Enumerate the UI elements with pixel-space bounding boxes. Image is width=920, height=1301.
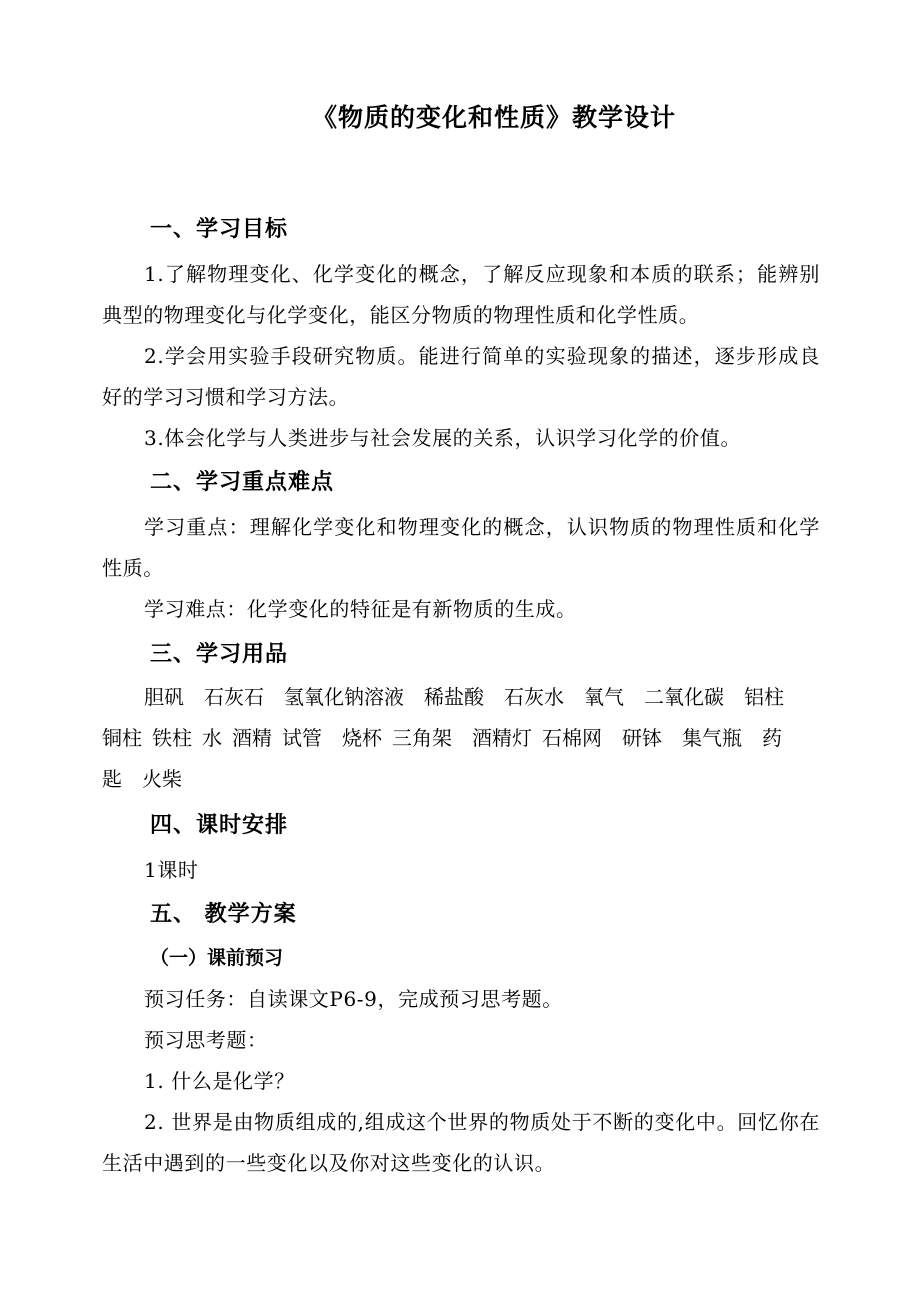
goal-item-1: 1.了解物理变化、化学变化的概念，了解反应现象和本质的联系；能辨别典型的物理变化与化学变化，能区分物质的物理性质和化学性质。 — [102, 262, 820, 327]
preview-task: 预习任务：自读课文P6-9，完成预习思考题。 — [144, 987, 563, 1011]
material-item: 药 — [762, 726, 782, 750]
section-heading-teaching-plan: 五、 教学方案 — [150, 902, 297, 927]
material-item: 胆矾 — [144, 685, 184, 709]
preview-question-2: 2. 世界是由物质组成的,组成这个世界的物质处于不断的变化中。回忆你在生活中遇到的一些变化以及你对这些变化的认识。 — [102, 1110, 820, 1175]
material-item: 铝柱 — [744, 685, 784, 709]
material-item: 石灰水 — [504, 685, 564, 709]
material-item: 铁柱 — [152, 726, 192, 750]
document-title: 《物质的变化和性质》教学设计 — [311, 103, 676, 132]
section-heading-goals: 一、学习目标 — [150, 217, 289, 242]
material-item: 烧杯 — [342, 726, 382, 750]
material-item: 氧气 — [584, 685, 624, 709]
material-item: 试管 — [282, 726, 322, 750]
goal-item-3: 3.体会化学与人类进步与社会发展的关系，认识学习化学的价值。 — [144, 426, 742, 450]
subheading-preview: （一）课前预习 — [150, 947, 284, 969]
material-item: 二氧化碳 — [644, 685, 724, 709]
material-item: 氢氧化钠溶液 — [284, 685, 404, 709]
material-item: 酒精 — [232, 726, 272, 750]
section-heading-materials: 三、学习用品 — [150, 642, 289, 667]
material-item: 水 — [202, 726, 222, 750]
material-item: 酒精灯 — [472, 726, 532, 750]
difficulty-paragraph: 学习难点：化学变化的特征是有新物质的生成。 — [144, 597, 577, 621]
material-item: 铜柱 — [102, 726, 142, 750]
key-point-paragraph: 学习重点：理解化学变化和物理变化的概念，认识物质的物理性质和化学性质。 — [102, 515, 820, 580]
material-item: 火柴 — [142, 767, 182, 791]
preview-question-1: 1. 什么是化学？ — [144, 1069, 295, 1093]
material-item: 匙 — [102, 767, 122, 791]
materials-list — [102, 677, 822, 800]
material-item: 石灰石 — [204, 685, 264, 709]
schedule-paragraph: 1课时 — [144, 858, 199, 882]
material-item: 研钵 — [622, 726, 662, 750]
material-item: 三角架 — [392, 726, 452, 750]
material-item: 稀盐酸 — [424, 685, 484, 709]
preview-questions-label: 预习思考题： — [144, 1028, 268, 1052]
material-item: 石棉网 — [542, 726, 602, 750]
goal-item-2: 2.学会用实验手段研究物质。能进行简单的实验现象的描述，逐步形成良好的学习习惯和学习方法。 — [102, 344, 820, 409]
section-heading-schedule: 四、课时安排 — [150, 813, 289, 838]
section-heading-key-points: 二、学习重点难点 — [150, 470, 335, 495]
material-item: 集气瓶 — [682, 726, 742, 750]
